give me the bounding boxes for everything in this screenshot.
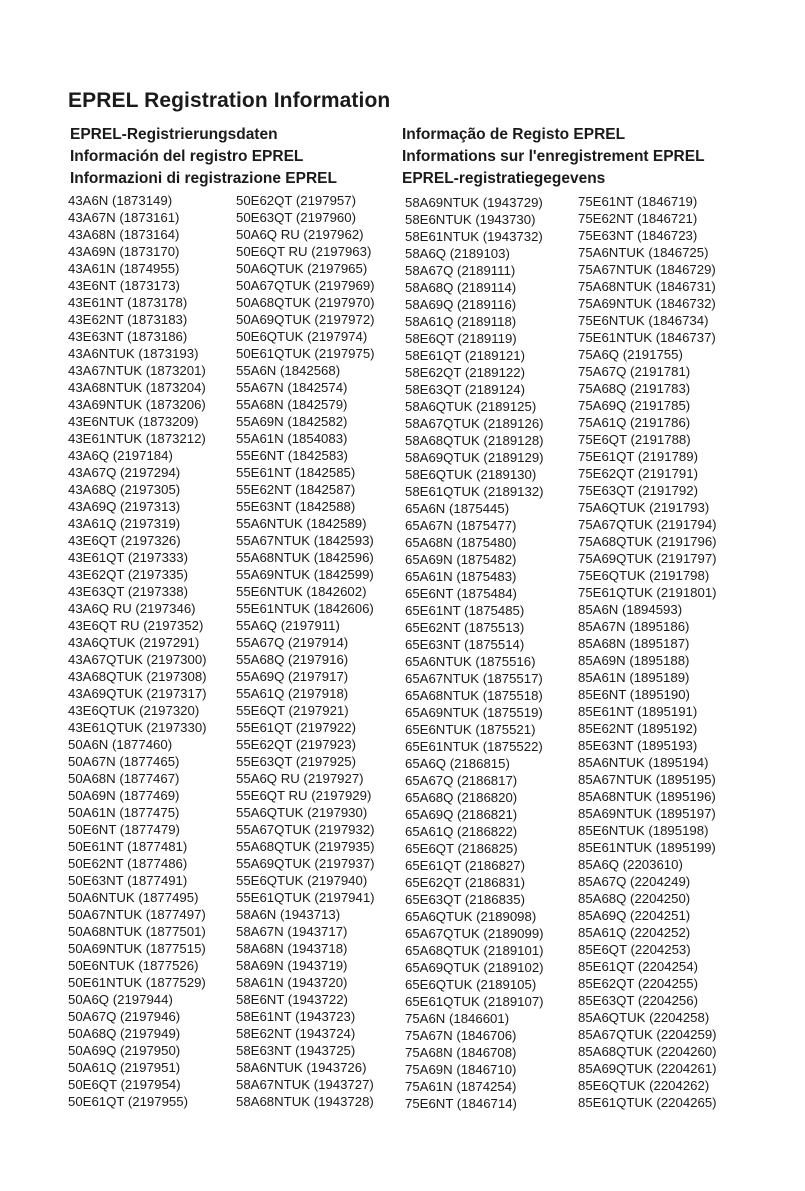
model-registration-entry: 58E6QT (2189119) [405,331,517,346]
model-registration-entry: 85A69NTUK (1895197) [578,806,716,821]
model-registration-entry: 43A67NTUK (1873201) [68,363,206,378]
model-registration-entry: 50E62NT (1877486) [68,856,188,871]
model-registration-entry: 85E61QTUK (2204265) [578,1095,717,1110]
model-registration-entry: 50A61N (1877475) [68,805,180,820]
model-registration-entry: 55A68QTUK (2197935) [236,839,375,854]
model-registration-entry: 85E6QT (2204253) [578,942,691,957]
model-registration-entry: 50E6NT (1877479) [68,822,180,837]
model-registration-entry: 43A6NTUK (1873193) [68,346,199,361]
model-registration-entry: 85A61Q (2204252) [578,925,691,940]
model-registration-entry: 43E6QT (2197326) [68,533,181,548]
model-registration-entry: 75A61Q (2191786) [578,415,691,430]
model-registration-entry: 55A68N (1842579) [236,397,348,412]
model-registration-entry: 75A6NTUK (1846725) [578,245,709,260]
model-registration-entry: 85A69Q (2204251) [578,908,691,923]
model-registration-entry: 50E61NTUK (1877529) [68,975,206,990]
model-registration-entry: 55E6QT (2197921) [236,703,349,718]
model-registration-entry: 50A61Q (2197951) [68,1060,181,1075]
model-registration-entry: 55A67QTUK (2197932) [236,822,375,837]
model-registration-entry: 50A69NTUK (1877515) [68,941,206,956]
model-registration-entry: 50A6QTUK (2197965) [236,261,368,276]
model-registration-entry: 75E63QT (2191792) [578,483,698,498]
model-registration-entry: 75A6Q (2191755) [578,347,683,362]
model-registration-entry: 43A69NTUK (1873206) [68,397,206,412]
model-registration-entry: 85A6NTUK (1895194) [578,755,709,770]
model-registration-entry: 58A69Q (2189116) [405,297,517,312]
model-registration-entry: 43E61NT (1873178) [68,295,188,310]
model-registration-entry: 85A67Q (2204249) [578,874,691,889]
model-registration-entry: 65E6NTUK (1875521) [405,722,536,737]
model-registration-entry: 50E6QTUK (2197974) [236,329,368,344]
model-registration-entry: 65A67NTUK (1875517) [405,671,543,686]
model-registration-entry: 58A68NTUK (1943728) [236,1094,374,1109]
model-registration-entry: 75A61N (1874254) [405,1079,517,1094]
model-registration-entry: 75A67QTUK (2191794) [578,517,717,532]
model-list-column-2 [236,192,375,1110]
page-title: EPREL Registration Information [68,89,391,112]
model-registration-entry: 43E61QTUK (2197330) [68,720,207,735]
model-list-column-4 [578,193,717,1111]
model-registration-entry: 58A6Q (2189103) [405,246,510,261]
model-registration-entry: 55E6NTUK (1842602) [236,584,367,599]
model-registration-entry: 50E62QT (2197957) [236,193,356,208]
model-registration-entry: 50A69QTUK (2197972) [236,312,375,327]
model-registration-entry: 55A61N (1854083) [236,431,348,446]
model-registration-entry: 50A67Q (2197946) [68,1009,181,1024]
model-registration-entry: 55A6NTUK (1842589) [236,516,367,531]
model-registration-entry: 58E6QTUK (2189130) [405,467,537,482]
model-registration-entry: 55A67NTUK (1842593) [236,533,374,548]
heading-de: EPREL-Registrierungsdaten [70,126,278,143]
model-registration-entry: 55E6QTUK (2197940) [236,873,368,888]
model-registration-entry: 58E61NT (1943723) [236,1009,356,1024]
model-registration-entry: 85E6NT (1895190) [578,687,690,702]
model-registration-entry: 43A68NTUK (1873204) [68,380,206,395]
model-registration-entry: 55A68NTUK (1842596) [236,550,374,565]
model-registration-entry: 50E63NT (1877491) [68,873,188,888]
model-registration-entry: 50A68QTUK (2197970) [236,295,375,310]
model-registration-entry: 65A67N (1875477) [405,518,517,533]
model-registration-entry: 43A67Q (2197294) [68,465,181,480]
model-registration-entry: 58E63NT (1943725) [236,1043,356,1058]
model-registration-entry: 58A68N (1943718) [236,941,348,956]
model-registration-entry: 75A67NTUK (1846729) [578,262,716,277]
model-registration-entry: 43A68QTUK (2197308) [68,669,207,684]
model-registration-entry: 55A6QTUK (2197930) [236,805,368,820]
model-registration-entry: 43A61Q (2197319) [68,516,181,531]
model-registration-entry: 58A68QTUK (2189128) [405,433,544,448]
model-registration-entry: 43E63QT (2197338) [68,584,188,599]
model-registration-entry: 50A67QTUK (2197969) [236,278,375,293]
model-registration-entry: 43A67QTUK (2197300) [68,652,207,667]
model-registration-entry: 43E6QT RU (2197352) [68,618,204,633]
model-registration-entry: 43E62QT (2197335) [68,567,188,582]
model-registration-entry: 58A6NTUK (1943726) [236,1060,367,1075]
model-registration-entry: 55E62NT (1842587) [236,482,356,497]
model-registration-entry: 58A61N (1943720) [236,975,348,990]
model-registration-entry: 58E63QT (2189124) [405,382,525,397]
model-registration-entry: 55A67Q (2197914) [236,635,349,650]
model-registration-entry: 55E61QT (2197922) [236,720,356,735]
model-registration-entry: 85E62QT (2204255) [578,976,698,991]
model-registration-entry: 85A6N (1894593) [578,602,683,617]
model-registration-entry: 85A61N (1895189) [578,670,690,685]
model-registration-entry: 75A69Q (2191785) [578,398,691,413]
model-registration-entry: 65A6Q (2186815) [405,756,510,771]
model-registration-entry: 58E61NTUK (1943732) [405,229,543,244]
model-registration-entry: 55A6Q (2197911) [236,618,340,633]
model-registration-entry: 43A67N (1873161) [68,210,180,225]
model-registration-entry: 55A6Q RU (2197927) [236,771,364,786]
model-registration-entry: 75A69QTUK (2191797) [578,551,717,566]
model-registration-entry: 85E6NTUK (1895198) [578,823,709,838]
model-registration-entry: 50A67N (1877465) [68,754,180,769]
model-registration-entry: 65A69N (1875482) [405,552,517,567]
model-registration-entry: 50E61QT (2197955) [68,1094,188,1109]
model-registration-entry: 58E61QTUK (2189132) [405,484,544,499]
model-registration-entry: 75A6QTUK (2191793) [578,500,710,515]
model-registration-entry: 85A6Q (2203610) [578,857,683,872]
model-registration-entry: 50E61NT (1877481) [68,839,188,854]
model-registration-entry: 65A6NTUK (1875516) [405,654,536,669]
model-registration-entry: 75A68QTUK (2191796) [578,534,717,549]
model-registration-entry: 43A6Q RU (2197346) [68,601,196,616]
model-registration-entry: 65E63NT (1875514) [405,637,525,652]
model-registration-entry: 85A67NTUK (1895195) [578,772,716,787]
model-registration-entry: 85E61NT (1895191) [578,704,698,719]
model-registration-entry: 85A68N (1895187) [578,636,690,651]
model-registration-entry: 43E61NTUK (1873212) [68,431,206,446]
model-registration-entry: 55E63NT (1842588) [236,499,356,514]
model-registration-entry: 65E61QT (2186827) [405,858,525,873]
model-registration-entry: 50A6N (1877460) [68,737,173,752]
model-registration-entry: 85E61NTUK (1895199) [578,840,716,855]
model-registration-entry: 75E63NT (1846723) [578,228,698,243]
model-registration-entry: 43A61N (1874955) [68,261,180,276]
model-registration-entry: 50A69N (1877469) [68,788,180,803]
model-list-column-1 [68,192,207,1110]
model-registration-entry: 43A6QTUK (2197291) [68,635,200,650]
model-registration-entry: 85E61QT (2204254) [578,959,698,974]
model-registration-entry: 85A67QTUK (2204259) [578,1027,717,1042]
model-registration-entry: 55A61Q (2197918) [236,686,349,701]
model-registration-entry: 65E63QT (2186835) [405,892,525,907]
heading-es: Información del registro EPREL [70,148,304,165]
model-list-column-3 [405,194,544,1112]
model-registration-entry: 65A69Q (2186821) [405,807,518,822]
model-registration-entry: 50A6Q RU (2197962) [236,227,364,242]
model-registration-entry: 75A67Q (2191781) [578,364,691,379]
model-registration-entry: 65A67Q (2186817) [405,773,518,788]
model-registration-entry: 75E6QTUK (2191798) [578,568,710,583]
model-registration-entry: 85E6QTUK (2204262) [578,1078,710,1093]
model-registration-entry: 65A68Q (2186820) [405,790,518,805]
model-registration-entry: 75E6QT (2191788) [578,432,691,447]
model-registration-entry: 58A69QTUK (2189129) [405,450,544,465]
model-registration-entry: 50E6QT RU (2197963) [236,244,372,259]
model-registration-entry: 55E63QT (2197925) [236,754,356,769]
model-registration-entry: 55E61NTUK (1842606) [236,601,374,616]
model-registration-entry: 75E61QT (2191789) [578,449,698,464]
model-registration-entry: 43E6QTUK (2197320) [68,703,200,718]
model-registration-entry: 65A68N (1875480) [405,535,517,550]
model-registration-entry: 58A67QTUK (2189126) [405,416,544,431]
model-registration-entry: 58E6NTUK (1943730) [405,212,536,227]
model-registration-entry: 65E61QTUK (2189107) [405,994,544,1009]
model-registration-entry: 55A69NTUK (1842599) [236,567,374,582]
model-registration-entry: 58A67Q (2189111) [405,263,516,278]
model-registration-entry: 85E63NT (1895193) [578,738,698,753]
model-registration-entry: 43A69Q (2197313) [68,499,181,514]
model-registration-entry: 50A69Q (2197950) [68,1043,181,1058]
model-registration-entry: 85A69N (1895188) [578,653,690,668]
model-registration-entry: 58A67N (1943717) [236,924,348,939]
model-registration-entry: 43E61QT (2197333) [68,550,188,565]
model-registration-entry: 43E6NT (1873173) [68,278,180,293]
headings-left [70,124,337,190]
model-registration-entry: 58A69N (1943719) [236,958,348,973]
model-registration-entry: 58A6N (1943713) [236,907,341,922]
model-registration-entry: 65E61NTUK (1875522) [405,739,543,754]
model-registration-entry: 85E62NT (1895192) [578,721,698,736]
heading-it: Informazioni di registrazione EPREL [70,170,337,187]
heading-pt: Informação de Registo EPREL [402,126,626,143]
model-registration-entry: 65E61NT (1875485) [405,603,525,618]
model-registration-entry: 43A69N (1873170) [68,244,180,259]
model-registration-entry: 55A67N (1842574) [236,380,348,395]
model-registration-entry: 75A69N (1846710) [405,1062,517,1077]
model-registration-entry: 75E6NT (1846714) [405,1096,517,1111]
model-registration-entry: 75E61NTUK (1846737) [578,330,716,345]
model-registration-entry: 43A69QTUK (2197317) [68,686,207,701]
model-registration-entry: 85A6QTUK (2204258) [578,1010,710,1025]
model-registration-entry: 65A68QTUK (2189101) [405,943,544,958]
model-registration-entry: 58E62QT (2189122) [405,365,525,380]
model-registration-entry: 50E61QTUK (2197975) [236,346,375,361]
model-registration-entry: 58A67NTUK (1943727) [236,1077,374,1092]
model-registration-entry: 58A61Q (2189118) [405,314,517,329]
model-registration-entry: 75A69NTUK (1846732) [578,296,716,311]
model-registration-entry: 55A6N (1842568) [236,363,341,378]
model-registration-entry: 85A67N (1895186) [578,619,690,634]
model-registration-entry: 65A6N (1875445) [405,501,510,516]
model-registration-entry: 50A67NTUK (1877497) [68,907,206,922]
model-registration-entry: 75E62QT (2191791) [578,466,698,481]
model-registration-entry: 65A69NTUK (1875519) [405,705,543,720]
model-registration-entry: 75E6NTUK (1846734) [578,313,709,328]
model-registration-entry: 75A68N (1846708) [405,1045,517,1060]
model-registration-entry: 65A61Q (2186822) [405,824,518,839]
model-registration-entry: 85A68Q (2204250) [578,891,691,906]
model-registration-entry: 43E6NTUK (1873209) [68,414,199,429]
headings-right [402,124,705,190]
model-registration-entry: 50A6NTUK (1877495) [68,890,199,905]
model-registration-entry: 58A6QTUK (2189125) [405,399,537,414]
model-registration-entry: 55E6QT RU (2197929) [236,788,372,803]
model-registration-entry: 50E6NTUK (1877526) [68,958,199,973]
model-registration-entry: 55A68Q (2197916) [236,652,349,667]
model-registration-entry: 65A61N (1875483) [405,569,517,584]
model-registration-entry: 43A68N (1873164) [68,227,180,242]
model-registration-entry: 55E61NT (1842585) [236,465,356,480]
model-registration-entry: 50E63QT (2197960) [236,210,356,225]
model-registration-entry: 43A6Q (2197184) [68,448,173,463]
model-registration-entry: 65A67QTUK (2189099) [405,926,544,941]
model-registration-entry: 85A68QTUK (2204260) [578,1044,717,1059]
model-registration-entry: 75A68NTUK (1846731) [578,279,716,294]
model-registration-entry: 75A67N (1846706) [405,1028,517,1043]
model-registration-entry: 75A68Q (2191783) [578,381,691,396]
model-registration-entry: 75E61NT (1846719) [578,194,698,209]
model-registration-entry: 55A69N (1842582) [236,414,348,429]
model-registration-entry: 50E6QT (2197954) [68,1077,181,1092]
model-registration-entry: 75E61QTUK (2191801) [578,585,717,600]
model-registration-entry: 65E6NT (1875484) [405,586,517,601]
model-registration-entry: 43A6N (1873149) [68,193,173,208]
model-registration-entry: 65A6QTUK (2189098) [405,909,537,924]
model-registration-entry: 43A68Q (2197305) [68,482,181,497]
model-registration-entry: 58A68Q (2189114) [405,280,517,295]
model-registration-entry: 43E63NT (1873186) [68,329,188,344]
heading-fr: Informations sur l'enregistrement EPREL [402,148,705,165]
model-registration-entry: 65A68NTUK (1875518) [405,688,543,703]
model-registration-entry: 55E61QTUK (2197941) [236,890,375,905]
model-registration-entry: 85E63QT (2204256) [578,993,698,1008]
model-registration-entry: 43E62NT (1873183) [68,312,188,327]
model-registration-entry: 50A68N (1877467) [68,771,180,786]
model-registration-entry: 75E62NT (1846721) [578,211,698,226]
model-registration-entry: 58E6NT (1943722) [236,992,348,1007]
model-registration-entry: 50A6Q (2197944) [68,992,173,1007]
model-registration-entry: 55A69QTUK (2197937) [236,856,375,871]
model-registration-entry: 65E6QT (2186825) [405,841,518,856]
model-registration-entry: 65A69QTUK (2189102) [405,960,544,975]
model-registration-entry: 65E62NT (1875513) [405,620,525,635]
model-registration-entry: 58A69NTUK (1943729) [405,195,543,210]
model-registration-entry: 58E61QT (2189121) [405,348,525,363]
model-registration-entry: 55E62QT (2197923) [236,737,356,752]
model-registration-entry: 85A68NTUK (1895196) [578,789,716,804]
model-registration-entry: 50A68NTUK (1877501) [68,924,206,939]
model-registration-entry: 75A6N (1846601) [405,1011,510,1026]
model-registration-entry: 85A69QTUK (2204261) [578,1061,717,1076]
model-registration-entry: 55A69Q (2197917) [236,669,349,684]
model-registration-entry: 65E62QT (2186831) [405,875,525,890]
model-registration-entry: 58E62NT (1943724) [236,1026,356,1041]
model-registration-entry: 50A68Q (2197949) [68,1026,181,1041]
model-registration-entry: 65E6QTUK (2189105) [405,977,537,992]
heading-nl: EPREL-registratiegegevens [402,170,606,187]
model-registration-entry: 55E6NT (1842583) [236,448,348,463]
